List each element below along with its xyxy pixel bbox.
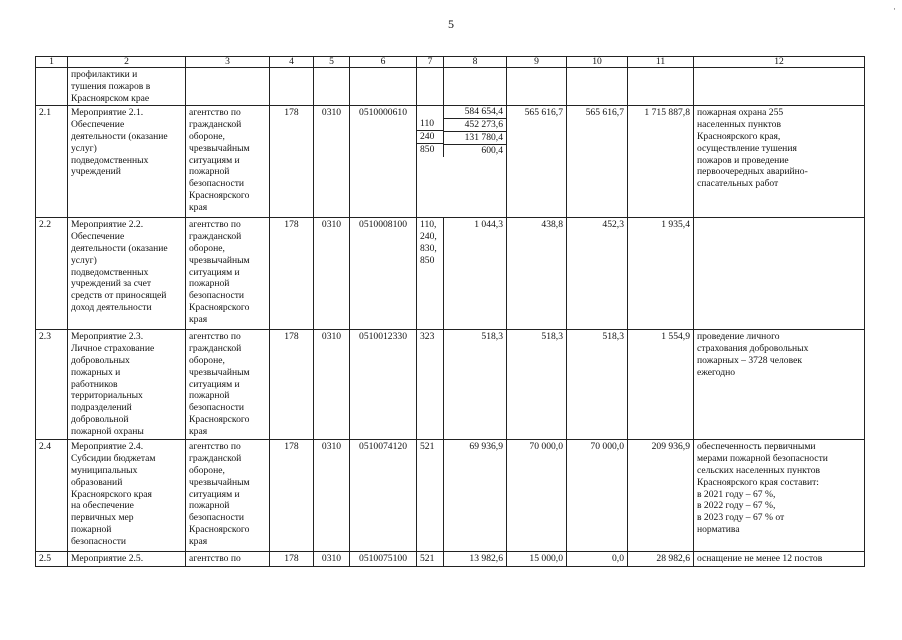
- code-section: 0310: [314, 218, 350, 330]
- measure-name: Мероприятие 2.5.: [68, 552, 186, 567]
- header-row: [36, 57, 865, 68]
- code-grbs: 178: [270, 218, 314, 330]
- corner-mark: ·: [893, 4, 896, 14]
- code-grbs: 178: [270, 440, 314, 552]
- header-cell: 3: [186, 57, 270, 68]
- header-cell: 11: [628, 57, 694, 68]
- row-id: 2.3: [36, 330, 68, 440]
- row-id: 2.4: [36, 440, 68, 552]
- header-cell: 9: [507, 57, 567, 68]
- measure-name: Мероприятие 2.2. Обеспечение деятельности (оказание услуг) подведомственных учреждений за счет средств от приносящей доход деятельности: [68, 218, 186, 330]
- agency: агентство по гражданской обороне, чрезвычайным ситуациям и пожарной безопасности Красноярского края: [186, 106, 270, 218]
- code-section: 0310: [314, 106, 350, 218]
- agency: агентство по гражданской обороне, чрезвычайным ситуациям и пожарной безопасности Красноярского края: [186, 218, 270, 330]
- amount-2022: 565 616,7: [507, 106, 567, 218]
- header-cell: 10: [567, 57, 628, 68]
- amount-2023: 452,3: [567, 218, 628, 330]
- measure-name: Мероприятие 2.4. Субсидии бюджетам муниципальных образований Красноярского края на обеспечение первичных мер пожарной безопасности: [68, 440, 186, 552]
- expense-type: 850: [420, 143, 435, 155]
- amount-2022: 518,3: [507, 330, 567, 440]
- budget-table: [35, 56, 865, 567]
- table-row: [36, 440, 865, 552]
- amount-2023: 565 616,7: [567, 106, 628, 218]
- code-section: 0310: [314, 552, 350, 567]
- amount-2023: 0,0: [567, 552, 628, 567]
- header-cell: 8: [444, 57, 507, 68]
- expected-result: оснащение не менее 12 постов: [694, 552, 865, 567]
- measure-name: Мероприятие 2.3. Личное страхование добровольных пожарных и работников территориальных подразделений добровольной пожарной охраны: [68, 330, 186, 440]
- expense-type: 110, 240, 830, 850: [417, 218, 444, 330]
- code-target: 0510074120: [350, 440, 417, 552]
- amount-2021: 69 936,9: [444, 440, 507, 552]
- measure-name: Мероприятие 2.1. Обеспечение деятельности (оказание услуг) подведомственных учреждений: [68, 106, 186, 218]
- expected-result: пожарная охрана 255 населенных пунктов Красноярского края, осуществление тушения пожаров и проведение первоочередных аварийно- спасательных работ: [694, 106, 865, 218]
- amount-2021: 131 780,4: [444, 132, 506, 145]
- amount-total: 209 936,9: [628, 440, 694, 552]
- expense-type: 240: [417, 131, 443, 144]
- expense-split: [417, 106, 507, 218]
- header-cell: 5: [314, 57, 350, 68]
- header-cell: 1: [36, 57, 68, 68]
- expected-result: обеспеченность первичными мерами пожарной безопасности сельских населенных пунктов Красноярского края составит: в 2021 году – 67 %, в 2022 году – 67 %, в 2023 году – 67 % от норматива: [694, 440, 865, 552]
- amount-2021: 13 982,6: [444, 552, 507, 567]
- code-grbs: 178: [270, 106, 314, 218]
- amount-2023: 518,3: [567, 330, 628, 440]
- row-id: 2.2: [36, 218, 68, 330]
- header-cell: 4: [270, 57, 314, 68]
- amount-2021: 452 273,6: [444, 119, 506, 132]
- expense-type: 521: [417, 552, 444, 567]
- row-id: 2.1: [36, 106, 68, 218]
- code-target: 0510008100: [350, 218, 417, 330]
- header-cell: 2: [68, 57, 186, 68]
- amount-total: 1 935,4: [628, 218, 694, 330]
- amount-2021: 518,3: [444, 330, 507, 440]
- code-grbs: 178: [270, 330, 314, 440]
- code-section: 0310: [314, 440, 350, 552]
- amount-2021: 1 044,3: [444, 218, 507, 330]
- expected-result: [694, 218, 865, 330]
- code-grbs: 178: [270, 552, 314, 567]
- header-cell: 7: [417, 57, 444, 68]
- amount-2023: 70 000,0: [567, 440, 628, 552]
- agency: агентство по гражданской обороне, чрезвычайным ситуациям и пожарной безопасности Красноярского края: [186, 440, 270, 552]
- table-row: [36, 330, 865, 440]
- continuation-row: [36, 68, 865, 106]
- code-target: 0510012330: [350, 330, 417, 440]
- expense-type: 323: [417, 330, 444, 440]
- table-row: [36, 552, 865, 567]
- expense-type: 521: [417, 440, 444, 552]
- amount-2021: 600,4: [481, 144, 503, 156]
- amount-2022: 70 000,0: [507, 440, 567, 552]
- header-cell: 6: [350, 57, 417, 68]
- continuation-text: профилактики и тушения пожаров в Красноярском крае: [68, 68, 186, 106]
- amount-total: 28 982,6: [628, 552, 694, 567]
- code-target: 0510000610: [350, 106, 417, 218]
- amount-total: 1 715 887,8: [628, 106, 694, 218]
- amount-2022: 438,8: [507, 218, 567, 330]
- expense-type: [417, 106, 443, 118]
- agency: агентство по гражданской обороне, чрезвычайным ситуациям и пожарной безопасности Красноярского края: [186, 330, 270, 440]
- expense-type: 110: [417, 118, 443, 131]
- amount-2021: 584 654,4: [444, 106, 506, 119]
- table-row: [36, 106, 865, 218]
- expected-result: проведение личного страхования добровольных пожарных – 3728 человек ежегодно: [694, 330, 865, 440]
- header-cell: 12: [694, 57, 865, 68]
- page-number: 5: [448, 17, 454, 31]
- amount-total: 1 554,9: [628, 330, 694, 440]
- code-target: 0510075100: [350, 552, 417, 567]
- agency: агентство по: [186, 552, 270, 567]
- code-section: 0310: [314, 330, 350, 440]
- row-id: 2.5: [36, 552, 68, 567]
- table-row: [36, 218, 865, 330]
- amount-2022: 15 000,0: [507, 552, 567, 567]
